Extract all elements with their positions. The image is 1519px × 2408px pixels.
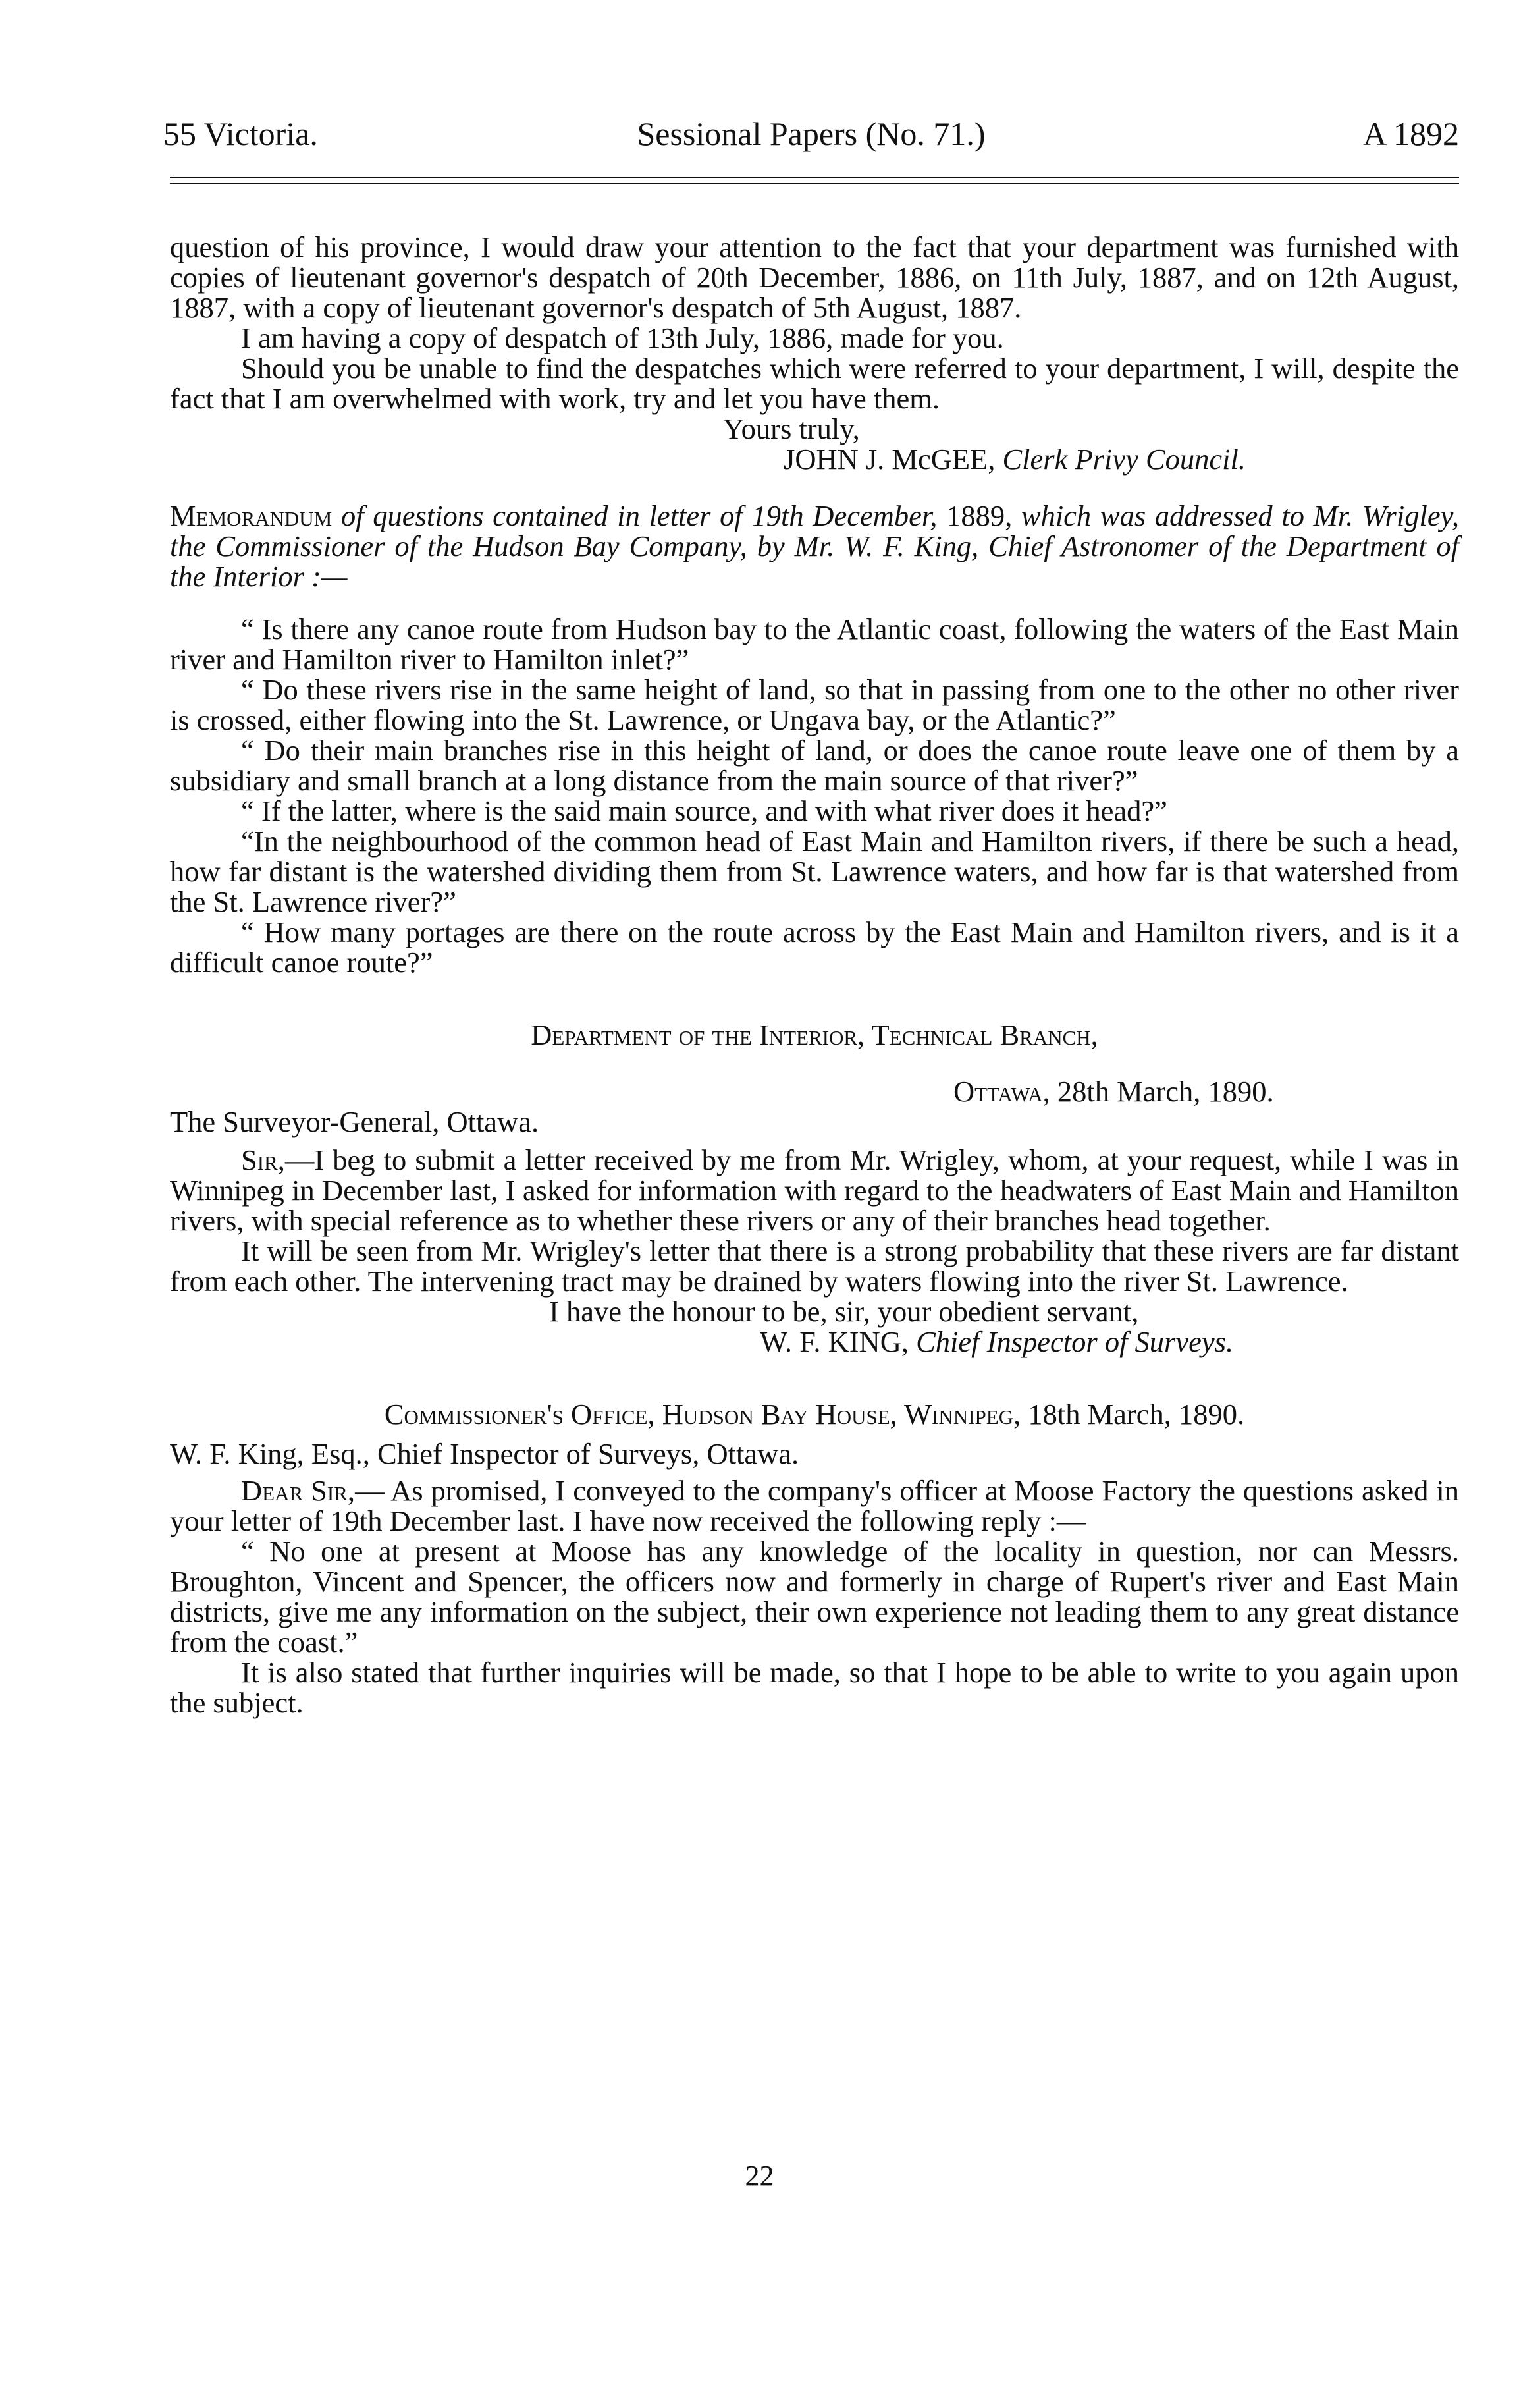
letter2-closing: I have the honour to be, sir, your obedient servant,: [549, 1295, 1139, 1328]
letter3-date: 18th March, 1890.: [1028, 1398, 1245, 1431]
letter2-date: 28th March, 1890.: [1057, 1075, 1274, 1108]
header-session: 55 Victoria.: [163, 115, 318, 152]
letter3-addressee: W. F. King, Esq., Chief Inspector of Surveys, Ottawa.: [170, 1437, 799, 1470]
letter3-paragraph: It is also stated that further inquiries will be made, so that I hope to be able to write to you again upon the subject.: [170, 1656, 1459, 1719]
letter1-paragraph: I am having a copy of despatch of 13th July, 1886, made for you.: [241, 321, 1004, 354]
letter3-paragraph-text: — As promised, I conveyed to the company's officer at Moose Factory the questions asked in your letter of 19th December last. I have now received the following reply :—: [170, 1474, 1460, 1537]
memorandum-lead: Memorandum: [170, 499, 333, 532]
letter3-paragraph: “ No one at present at Moose has any knowledge of the locality in question, nor can Messrs. Broughton, Vincent and Spencer, the officers now and formerly in charge of Rupert's river and East Main districts, give me any information on the subject, their own experience not leading them to any great distance from the coast.”: [170, 1535, 1459, 1658]
body-text: [170, 232, 1459, 1718]
letter2-paragraph: [170, 1145, 1459, 1236]
letter1-paragraph: Should you be unable to find the despatches which were referred to your department, I will, despite the fact that I am overwhelmed with work, try and let you have them.: [170, 352, 1459, 415]
letter2-paragraph: It will be seen from Mr. Wrigley's letter that there is a strong probability that these rivers are far distant from each other. The intervening tract may be drained by waters flowing into the river St. Lawrence.: [170, 1234, 1459, 1298]
memorandum-intro-b: which was addressed to Mr. Wrigley, the Commissioner of the Hudson Bay Company, by Mr. W. F. King, Chief Astronomer of the Department of the Interior :—: [170, 499, 1460, 593]
letter2-dateline: [170, 1076, 1459, 1107]
page-number: 22: [745, 2160, 774, 2192]
memorandum-question: “ How many portages are there on the route across by the East Main and Hamilton rivers, and is it a difficult canoe route?”: [170, 916, 1459, 979]
letter1-paragraph: question of his province, I would draw your attention to the fact that your department was furnished with copies of lieutenant governor's despatch of 20th December, 1886, on 11th July, 1887, and on 12th August, 1887, with a copy of lieutenant governor's despatch of 5th August, 1887.: [170, 231, 1459, 324]
letter1-closing: Yours truly,: [723, 412, 860, 445]
letter2-heading: Department of the Interior, Technical Branch,: [531, 1018, 1098, 1051]
header-rule-top: [170, 177, 1459, 178]
memorandum-intro: [170, 501, 1459, 591]
letter2-paragraph-text: —I beg to submit a letter received by me from Mr. Wrigley, whom, at your request, while I was in Winnipeg in December last, I asked for information with regard to the headwaters of East Main and Hamilton rivers, with special reference as to whether these rivers or any of their branches head together.: [170, 1143, 1459, 1237]
letter3-heading: Commissioner's Office, Hudson Bay House, Winnipeg,: [384, 1398, 1021, 1431]
memorandum-intro-year: 1889,: [946, 499, 1013, 532]
letter3-paragraph: [170, 1475, 1459, 1536]
letter2-signature-name: W. F. KING,: [760, 1325, 909, 1358]
letter2-salutation: Sir,: [241, 1143, 285, 1176]
running-header: [163, 111, 1459, 157]
letter1-signature-title: Clerk Privy Council.: [1002, 443, 1246, 476]
letter3-salutation: Dear Sir,: [241, 1474, 356, 1507]
letter2-addressee: The Surveyor-General, Ottawa.: [170, 1105, 539, 1138]
memorandum-question: “ Do these rivers rise in the same height of land, so that in passing from one to the other no other river is crossed, either flowing into the St. Lawrence, or Ungava bay, or the Atlantic?”: [170, 673, 1459, 736]
letter1-signature-name: JOHN J. McGEE,: [784, 443, 996, 476]
memorandum-question: “ If the latter, where is the said main source, and with what river does it head?”: [241, 794, 1167, 827]
header-sessional-papers: Sessional Papers (No. 71.): [637, 115, 986, 152]
letter3-dateline: [170, 1399, 1459, 1429]
memorandum-question: “In the neighbourhood of the common head of East Main and Hamilton rivers, if there be such a head, how far distant is the watershed dividing them from St. Lawrence waters, and how far is that watershed from the St. Lawrence river?”: [170, 825, 1459, 918]
letter2-place: Ottawa,: [953, 1075, 1050, 1108]
header-rule-bottom: [170, 183, 1459, 184]
memorandum-question: “ Do their main branches rise in this height of land, or does the canoe route leave one of them by a subsidiary and small branch at a long distance from the main source of that river?”: [170, 734, 1459, 797]
letter1-signature: [170, 444, 1459, 474]
letter2-signature-title: Chief Inspector of Surveys.: [916, 1325, 1234, 1358]
memorandum-intro-a: of questions contained in letter of 19th December,: [340, 499, 938, 532]
letter2-signature: [170, 1327, 1459, 1357]
memorandum-question: “ Is there any canoe route from Hudson bay to the Atlantic coast, following the waters of the East Main river and Hamilton river to Hamilton inlet?”: [170, 613, 1459, 676]
header-year: A 1892: [1363, 115, 1459, 152]
